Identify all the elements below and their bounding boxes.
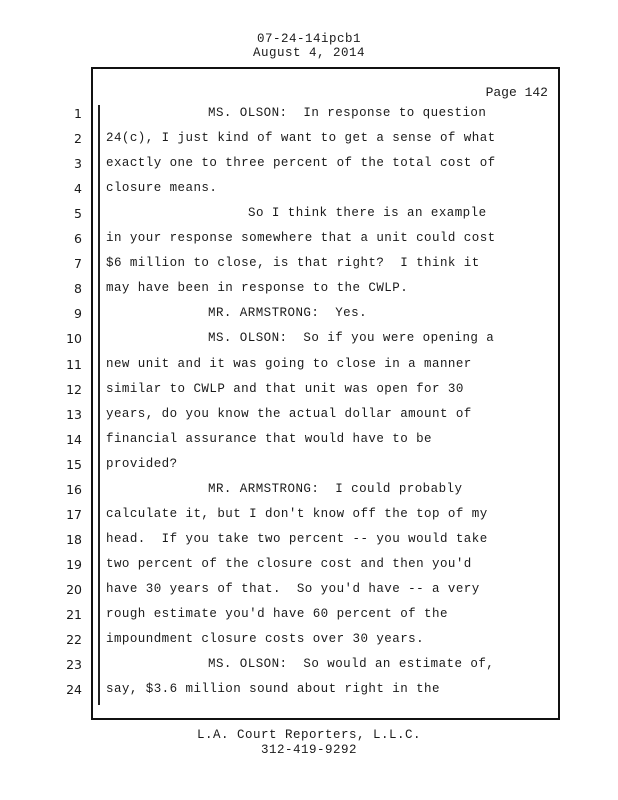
- transcript-line: [0, 432, 560, 457]
- line-number: 24: [66, 682, 82, 698]
- header-date: August 4, 2014: [252, 46, 366, 60]
- transcript-line: [0, 231, 560, 256]
- line-number: 2: [74, 131, 82, 147]
- line-number: 23: [66, 657, 82, 673]
- line-number: 6: [74, 231, 82, 247]
- line-text: So I think there is an example: [248, 206, 487, 221]
- line-number: 21: [66, 607, 82, 622]
- transcript-line: [0, 632, 560, 657]
- line-number: 7: [74, 256, 82, 272]
- transcript-line: [0, 281, 560, 306]
- transcript-line: [0, 131, 560, 156]
- line-number: 19: [66, 556, 82, 572]
- transcript-line: [0, 557, 560, 582]
- line-text: $6 million to close, is that right? I think it: [106, 256, 480, 271]
- line-number: 18: [66, 531, 82, 547]
- footer-reporter: L.A. Court Reporters, L.L.C.: [196, 728, 422, 742]
- transcript-line: [0, 331, 560, 356]
- line-text: MR. ARMSTRONG: I could probably: [208, 481, 463, 496]
- line-number: 3: [74, 156, 82, 172]
- footer-phone: 312-419-9292: [260, 743, 357, 757]
- line-text: two percent of the closure cost and then you'd: [106, 556, 472, 571]
- transcript-line: [0, 582, 560, 607]
- line-text: in your response somewhere that a unit could cost: [106, 231, 496, 246]
- line-text: impoundment closure costs over 30 years.: [106, 632, 425, 647]
- transcript-line: [0, 607, 560, 632]
- transcript-line: [0, 407, 560, 432]
- line-text: MS. OLSON: So would an estimate of,: [208, 657, 495, 672]
- line-number: 9: [74, 306, 82, 322]
- line-text: 24(c), I just kind of want to get a sense of what: [106, 131, 496, 146]
- line-text: closure means.: [106, 181, 218, 196]
- line-number: 13: [66, 406, 82, 422]
- line-number: 16: [66, 481, 82, 497]
- line-text: calculate it, but I don't know off the top of my: [106, 506, 488, 521]
- transcript-line: [0, 507, 560, 532]
- line-number: 22: [66, 632, 82, 648]
- line-number: 4: [74, 181, 82, 197]
- transcript-line: [0, 156, 560, 181]
- line-text: new unit and it was going to close in a manner: [106, 356, 472, 371]
- page-number: Page 142: [485, 85, 548, 100]
- transcript-line: [0, 357, 560, 382]
- line-text: provided?: [106, 456, 178, 471]
- transcript-line: [0, 382, 560, 407]
- line-number: 8: [74, 281, 82, 297]
- line-text: MR. ARMSTRONG: Yes.: [208, 306, 368, 321]
- line-number: 11: [66, 356, 82, 372]
- line-text: financial assurance that would have to be: [106, 431, 432, 446]
- transcript-line: [0, 206, 560, 231]
- line-number: 5: [74, 206, 82, 222]
- line-text: similar to CWLP and that unit was open for 30: [106, 381, 464, 396]
- line-number: 12: [66, 381, 82, 397]
- line-text: MS. OLSON: So if you were opening a: [208, 331, 495, 346]
- line-text: have 30 years of that. So you'd have -- a very: [106, 581, 480, 596]
- line-text: rough estimate you'd have 60 percent of the: [106, 607, 448, 621]
- transcript-line: [0, 256, 560, 281]
- line-text: say, $3.6 million sound about right in the: [106, 682, 440, 697]
- transcript-line: [0, 482, 560, 507]
- line-number: 14: [66, 431, 82, 447]
- line-text: may have been in response to the CWLP.: [106, 281, 409, 296]
- transcript-line: [0, 657, 560, 682]
- transcript-line: [0, 457, 560, 482]
- line-text: MS. OLSON: In response to question: [208, 106, 487, 120]
- line-number: 10: [66, 331, 82, 347]
- line-text: head. If you take two percent -- you would take: [106, 531, 488, 546]
- line-number: 15: [66, 456, 82, 472]
- line-number: 20: [66, 581, 82, 597]
- header-case-id: 07-24-14ipcb1: [256, 32, 362, 46]
- line-number: 17: [66, 506, 82, 522]
- line-text: exactly one to three percent of the total cost of: [106, 156, 496, 171]
- transcript-line: [0, 532, 560, 557]
- line-text: years, do you know the actual dollar amount of: [106, 406, 472, 421]
- transcript-line: [0, 181, 560, 206]
- transcript-line: [0, 106, 560, 131]
- line-number: 1: [74, 106, 82, 121]
- transcript-line: [0, 682, 560, 707]
- transcript-line: [0, 306, 560, 331]
